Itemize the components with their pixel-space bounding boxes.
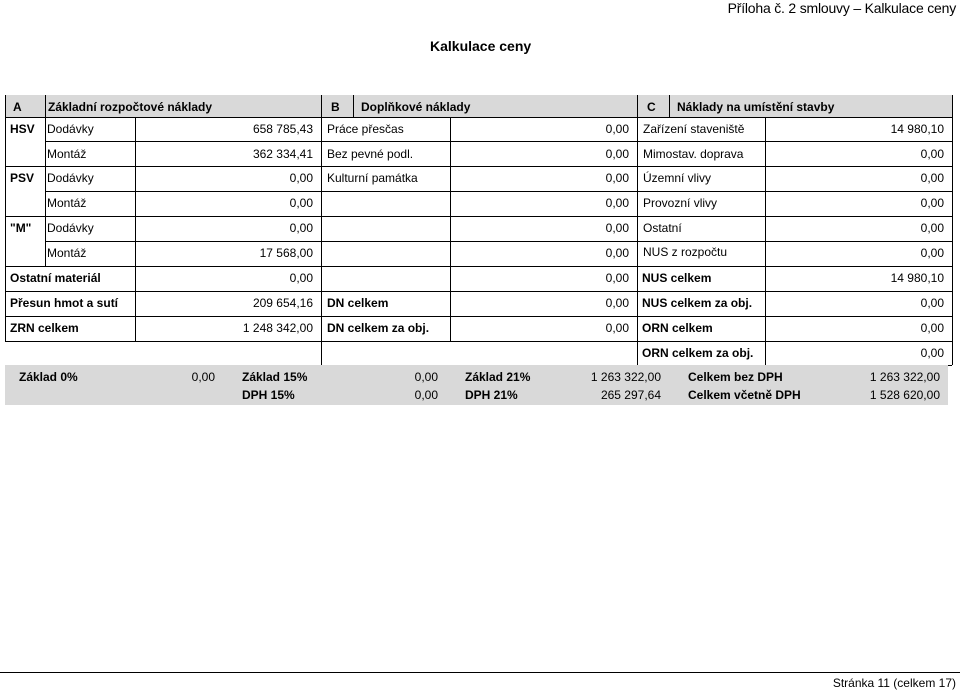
celkem-vcetne-dph-label: Celkem včetně DPH	[688, 388, 801, 402]
section-b-letter: B	[331, 100, 340, 114]
section-c-letter: C	[647, 100, 656, 114]
nus-celkem-obj-value: 0,00	[920, 296, 944, 310]
psv-montaz-value: 0,00	[289, 196, 313, 210]
summary-band	[5, 365, 948, 405]
celkem-bez-dph-value: 1 263 322,00	[869, 370, 940, 384]
nus-celkem-label: NUS celkem	[642, 271, 712, 285]
calculation-table	[5, 95, 955, 405]
ostatni-material-label: Ostatní materiál	[10, 271, 101, 285]
orn-celkem-obj-label: ORN celkem za obj.	[642, 346, 754, 360]
m-label: "M"	[10, 221, 32, 235]
c-row-value: 0,00	[920, 221, 944, 235]
section-c-heading: Náklady na umístění stavby	[677, 100, 835, 114]
orn-celkem-value: 0,00	[920, 321, 944, 335]
m-dodavky-value: 0,00	[289, 221, 313, 235]
zaklad-0-label: Základ 0%	[19, 370, 78, 384]
b-row-value: 0,00	[605, 147, 629, 161]
section-a-heading: Základní rozpočtové náklady	[48, 100, 213, 114]
c-row-value: 0,00	[920, 171, 944, 185]
dn-celkem-label: DN celkem	[327, 296, 389, 310]
ostatni-material-value: 0,00	[289, 271, 313, 285]
page-title: Kalkulace ceny	[430, 38, 532, 54]
c-row-value: 0,00	[920, 196, 944, 210]
orn-celkem-obj-value: 0,00	[920, 346, 944, 360]
b-row-value: 0,00	[605, 246, 629, 260]
nus-celkem-obj-label: NUS celkem za obj.	[642, 296, 753, 310]
dph-21-label: DPH 21%	[465, 388, 518, 402]
b-row-label: Kulturní památka	[327, 171, 418, 185]
hsv-montaz-label: Montáž	[47, 147, 87, 161]
celkem-bez-dph-label: Celkem bez DPH	[688, 370, 783, 384]
hsv-dodavky-label: Dodávky	[47, 122, 94, 136]
section-b-heading: Doplňkové náklady	[361, 100, 471, 114]
celkem-vcetne-dph-value: 1 528 620,00	[869, 388, 940, 402]
b-row-label: Práce přesčas	[327, 122, 404, 136]
b-row-label: Bez pevné podl.	[327, 147, 414, 161]
footer-divider	[0, 672, 960, 673]
presun-hmot-value: 209 654,16	[252, 296, 313, 310]
m-montaz-label: Montáž	[47, 246, 87, 260]
presun-hmot-label: Přesun hmot a sutí	[10, 296, 119, 310]
c-row-label: Zařízení staveniště	[643, 122, 745, 136]
c-row-label: NUS z rozpočtu	[643, 245, 728, 259]
dph-15-label: DPH 15%	[242, 388, 295, 402]
zrn-celkem-value: 1 248 342,00	[242, 321, 313, 335]
m-dodavky-label: Dodávky	[47, 221, 94, 235]
nus-celkem-value: 14 980,10	[890, 271, 944, 285]
zrn-celkem-label: ZRN celkem	[10, 321, 79, 335]
psv-dodavky-label: Dodávky	[47, 171, 94, 185]
hsv-montaz-value: 362 334,41	[252, 147, 313, 161]
dn-celkem-obj-value: 0,00	[605, 321, 629, 335]
page-footer: Stránka 11 (celkem 17)	[832, 676, 956, 690]
zaklad-21-label: Základ 21%	[465, 370, 531, 384]
section-a-letter: A	[13, 100, 22, 114]
zaklad-21-value: 1 263 322,00	[590, 370, 661, 384]
psv-montaz-label: Montáž	[47, 196, 87, 210]
b-row-value: 0,00	[605, 171, 629, 185]
page-header: Příloha č. 2 smlouvy – Kalkulace ceny	[727, 0, 956, 16]
orn-celkem-label: ORN celkem	[642, 321, 713, 335]
zaklad-15-label: Základ 15%	[242, 370, 308, 384]
zaklad-15-value: 0,00	[414, 370, 438, 384]
zaklad-0-value: 0,00	[191, 370, 215, 384]
b-row-value: 0,00	[605, 271, 629, 285]
m-montaz-value: 17 568,00	[259, 246, 313, 260]
c-row-value: 14 980,10	[890, 122, 944, 136]
psv-label: PSV	[10, 171, 35, 185]
dn-celkem-value: 0,00	[605, 296, 629, 310]
c-row-label: Mimostav. doprava	[643, 147, 744, 161]
hsv-dodavky-value: 658 785,43	[252, 122, 313, 136]
c-row-label: Ostatní	[643, 221, 682, 235]
hsv-label: HSV	[10, 122, 35, 136]
b-row-value: 0,00	[605, 122, 629, 136]
dph-21-value: 265 297,64	[600, 388, 661, 402]
dph-15-value: 0,00	[414, 388, 438, 402]
c-row-value: 0,00	[920, 147, 944, 161]
b-row-value: 0,00	[605, 196, 629, 210]
psv-dodavky-value: 0,00	[289, 171, 313, 185]
c-row-label: Územní vlivy	[643, 171, 712, 185]
c-row-value: 0,00	[920, 246, 944, 260]
c-row-label: Provozní vlivy	[643, 196, 718, 210]
b-row-value: 0,00	[605, 221, 629, 235]
dn-celkem-obj-label: DN celkem za obj.	[327, 321, 430, 335]
